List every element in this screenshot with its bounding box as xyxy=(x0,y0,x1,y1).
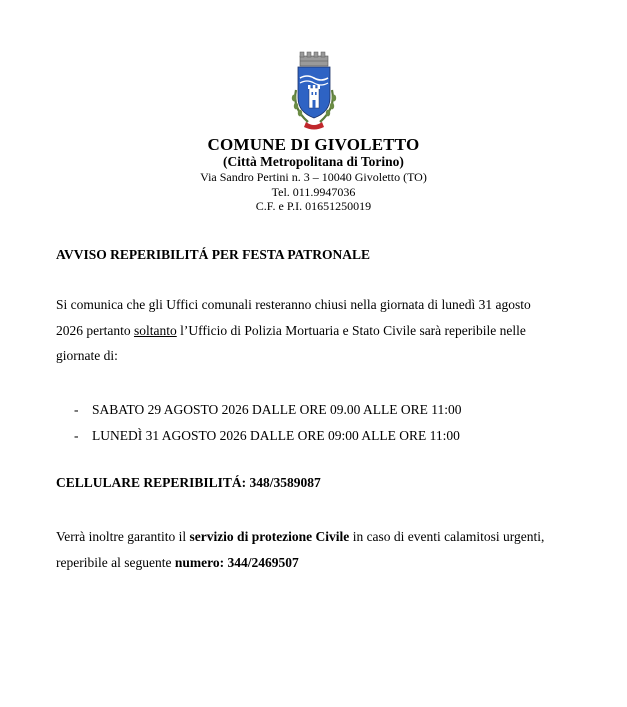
list-marker: - xyxy=(74,428,79,443)
crown-icon xyxy=(300,52,328,66)
availability-list xyxy=(74,397,462,449)
municipality-address: Via Sandro Pertini n. 3 – 10040 Givoletto (TO) xyxy=(200,170,427,184)
civil-protection-paragraph xyxy=(56,524,561,576)
paragraph-text: Si comunica che gli Uffici comunali resteranno chiusi nella giornata di lunedì 31 agosto 2026 pertanto xyxy=(56,297,531,338)
paragraph-text: l’Ufficio di Polizia Mortuaria e Stato Civile sarà reperibile nelle giornate di: xyxy=(56,322,526,363)
paragraph-text: in caso di eventi calamitosi urgenti, reperibile al seguente xyxy=(56,529,545,570)
list-item xyxy=(74,397,462,423)
letterhead xyxy=(0,135,627,214)
underlined-word: soltanto xyxy=(133,322,177,338)
municipal-coat-of-arms xyxy=(288,50,340,132)
list-item-text: LUNEDÌ 31 AGOSTO 2026 DALLE ORE 09:00 ALLE ORE 11:00 xyxy=(92,428,460,443)
list-marker: - xyxy=(74,402,79,417)
list-item-text: SABATO 29 AGOSTO 2026 DALLE ORE 09.00 ALLE ORE 11:00 xyxy=(92,402,462,417)
ribbon-icon xyxy=(304,122,324,130)
bold-number: numero: 344/2469507 xyxy=(174,555,299,570)
municipality-phone: Tel. 011.9947036 xyxy=(271,184,356,199)
notice-paragraph xyxy=(56,292,561,369)
cellphone-line: CELLULARE REPERIBILITÁ: 348/3589087 xyxy=(56,475,321,490)
bold-text: servizio di protezione Civile xyxy=(189,529,350,544)
paragraph-text: Verrà inoltre garantito il xyxy=(56,529,190,544)
municipality-subtitle: (Città Metropolitana di Torino) xyxy=(223,154,404,169)
municipality-name: COMUNE DI GIVOLETTO xyxy=(207,135,420,154)
notice-heading: AVVISO REPERIBILITÁ PER FESTA PATRONALE xyxy=(56,247,371,262)
municipality-tax-id: C.F. e P.I. 01651250019 xyxy=(255,199,372,213)
list-item xyxy=(74,423,462,449)
shield-icon xyxy=(298,67,330,118)
